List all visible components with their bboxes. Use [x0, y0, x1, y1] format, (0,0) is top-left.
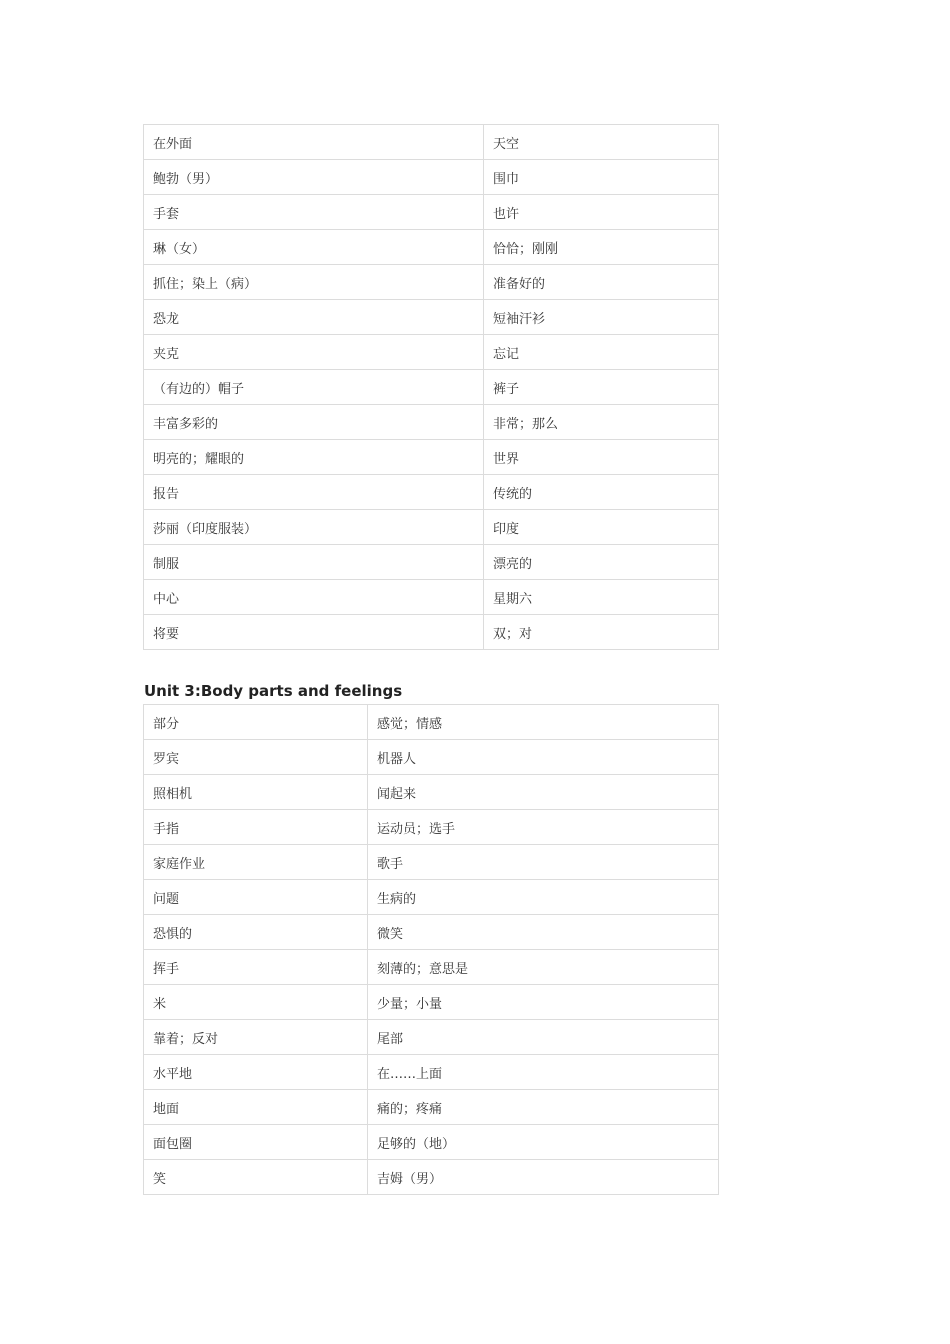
table-cell-left: 米 — [144, 985, 368, 1020]
table-row — [144, 335, 719, 370]
table-cell-right: 刻薄的；意思是 — [368, 950, 719, 985]
table-cell-right: 感觉；情感 — [368, 705, 719, 740]
table-row — [144, 580, 719, 615]
table-cell-right: 吉姆（男） — [368, 1160, 719, 1195]
table-cell-left: 琳（女） — [144, 230, 484, 265]
table-cell-right: 歌手 — [368, 845, 719, 880]
table-row — [144, 880, 719, 915]
table-row — [144, 985, 719, 1020]
table-row — [144, 1055, 719, 1090]
table-cell-right: 尾部 — [368, 1020, 719, 1055]
table-row — [144, 545, 719, 580]
table-cell-left: 恐龙 — [144, 300, 484, 335]
table-cell-right: 围巾 — [484, 160, 719, 195]
table-row — [144, 230, 719, 265]
table-row — [144, 510, 719, 545]
table-cell-left: 靠着；反对 — [144, 1020, 368, 1055]
vocabulary-table-2 — [143, 704, 719, 1195]
table-row — [144, 475, 719, 510]
table-cell-left: 鲍勃（男） — [144, 160, 484, 195]
table-cell-right: 漂亮的 — [484, 545, 719, 580]
table-cell-right: 印度 — [484, 510, 719, 545]
section-heading-unit-3: Unit 3:Body parts and feelings — [144, 682, 403, 700]
table-row — [144, 1020, 719, 1055]
table-row — [144, 740, 719, 775]
table-cell-left: 明亮的；耀眼的 — [144, 440, 484, 475]
table-cell-right: 传统的 — [484, 475, 719, 510]
table-cell-left: 制服 — [144, 545, 484, 580]
table-cell-left: 部分 — [144, 705, 368, 740]
table-cell-left: 中心 — [144, 580, 484, 615]
table-cell-left: 莎丽（印度服装） — [144, 510, 484, 545]
table-cell-right: 闻起来 — [368, 775, 719, 810]
table-cell-left: 罗宾 — [144, 740, 368, 775]
table-cell-right: 恰恰；刚刚 — [484, 230, 719, 265]
table-cell-left: 照相机 — [144, 775, 368, 810]
table-row — [144, 950, 719, 985]
table-row — [144, 810, 719, 845]
table-row — [144, 370, 719, 405]
table-cell-left: 地面 — [144, 1090, 368, 1125]
table-cell-right: 痛的；疼痛 — [368, 1090, 719, 1125]
table-row — [144, 1125, 719, 1160]
table-row — [144, 300, 719, 335]
table-row — [144, 775, 719, 810]
table-cell-left: 报告 — [144, 475, 484, 510]
table-cell-right: 世界 — [484, 440, 719, 475]
table-cell-left: 夹克 — [144, 335, 484, 370]
table-cell-left: 水平地 — [144, 1055, 368, 1090]
table-cell-right: 短袖汗衫 — [484, 300, 719, 335]
table-cell-right: 双；对 — [484, 615, 719, 650]
table-cell-right: 裤子 — [484, 370, 719, 405]
table-cell-left: 笑 — [144, 1160, 368, 1195]
table-cell-left: 在外面 — [144, 125, 484, 160]
table-row — [144, 160, 719, 195]
table-cell-right: 忘记 — [484, 335, 719, 370]
table-cell-left: 家庭作业 — [144, 845, 368, 880]
table-cell-left: 丰富多彩的 — [144, 405, 484, 440]
vocabulary-table-1-body — [144, 125, 719, 650]
table-cell-left: 问题 — [144, 880, 368, 915]
table-row — [144, 440, 719, 475]
table-row — [144, 915, 719, 950]
table-cell-right: 非常；那么 — [484, 405, 719, 440]
table-cell-right: 也许 — [484, 195, 719, 230]
table-cell-left: 手指 — [144, 810, 368, 845]
table-cell-left: 将要 — [144, 615, 484, 650]
table-cell-left: 抓住；染上（病） — [144, 265, 484, 300]
table-cell-right: 准备好的 — [484, 265, 719, 300]
vocabulary-table-1 — [143, 124, 719, 650]
table-row — [144, 405, 719, 440]
table-row — [144, 1090, 719, 1125]
table-cell-right: 微笑 — [368, 915, 719, 950]
table-cell-right: 少量；小量 — [368, 985, 719, 1020]
table-cell-left: 挥手 — [144, 950, 368, 985]
table-cell-right: 运动员；选手 — [368, 810, 719, 845]
table-cell-right: 足够的（地） — [368, 1125, 719, 1160]
table-cell-left: 手套 — [144, 195, 484, 230]
table-cell-right: 天空 — [484, 125, 719, 160]
table-row — [144, 265, 719, 300]
table-row — [144, 615, 719, 650]
table-cell-left: 恐惧的 — [144, 915, 368, 950]
table-cell-right: 星期六 — [484, 580, 719, 615]
table-row — [144, 705, 719, 740]
table-row — [144, 845, 719, 880]
table-cell-right: 生病的 — [368, 880, 719, 915]
table-row — [144, 1160, 719, 1195]
vocabulary-table-2-body — [144, 705, 719, 1195]
table-cell-right: 在……上面 — [368, 1055, 719, 1090]
table-row — [144, 125, 719, 160]
table-row — [144, 195, 719, 230]
table-cell-right: 机器人 — [368, 740, 719, 775]
table-cell-left: （有边的）帽子 — [144, 370, 484, 405]
table-cell-left: 面包圈 — [144, 1125, 368, 1160]
